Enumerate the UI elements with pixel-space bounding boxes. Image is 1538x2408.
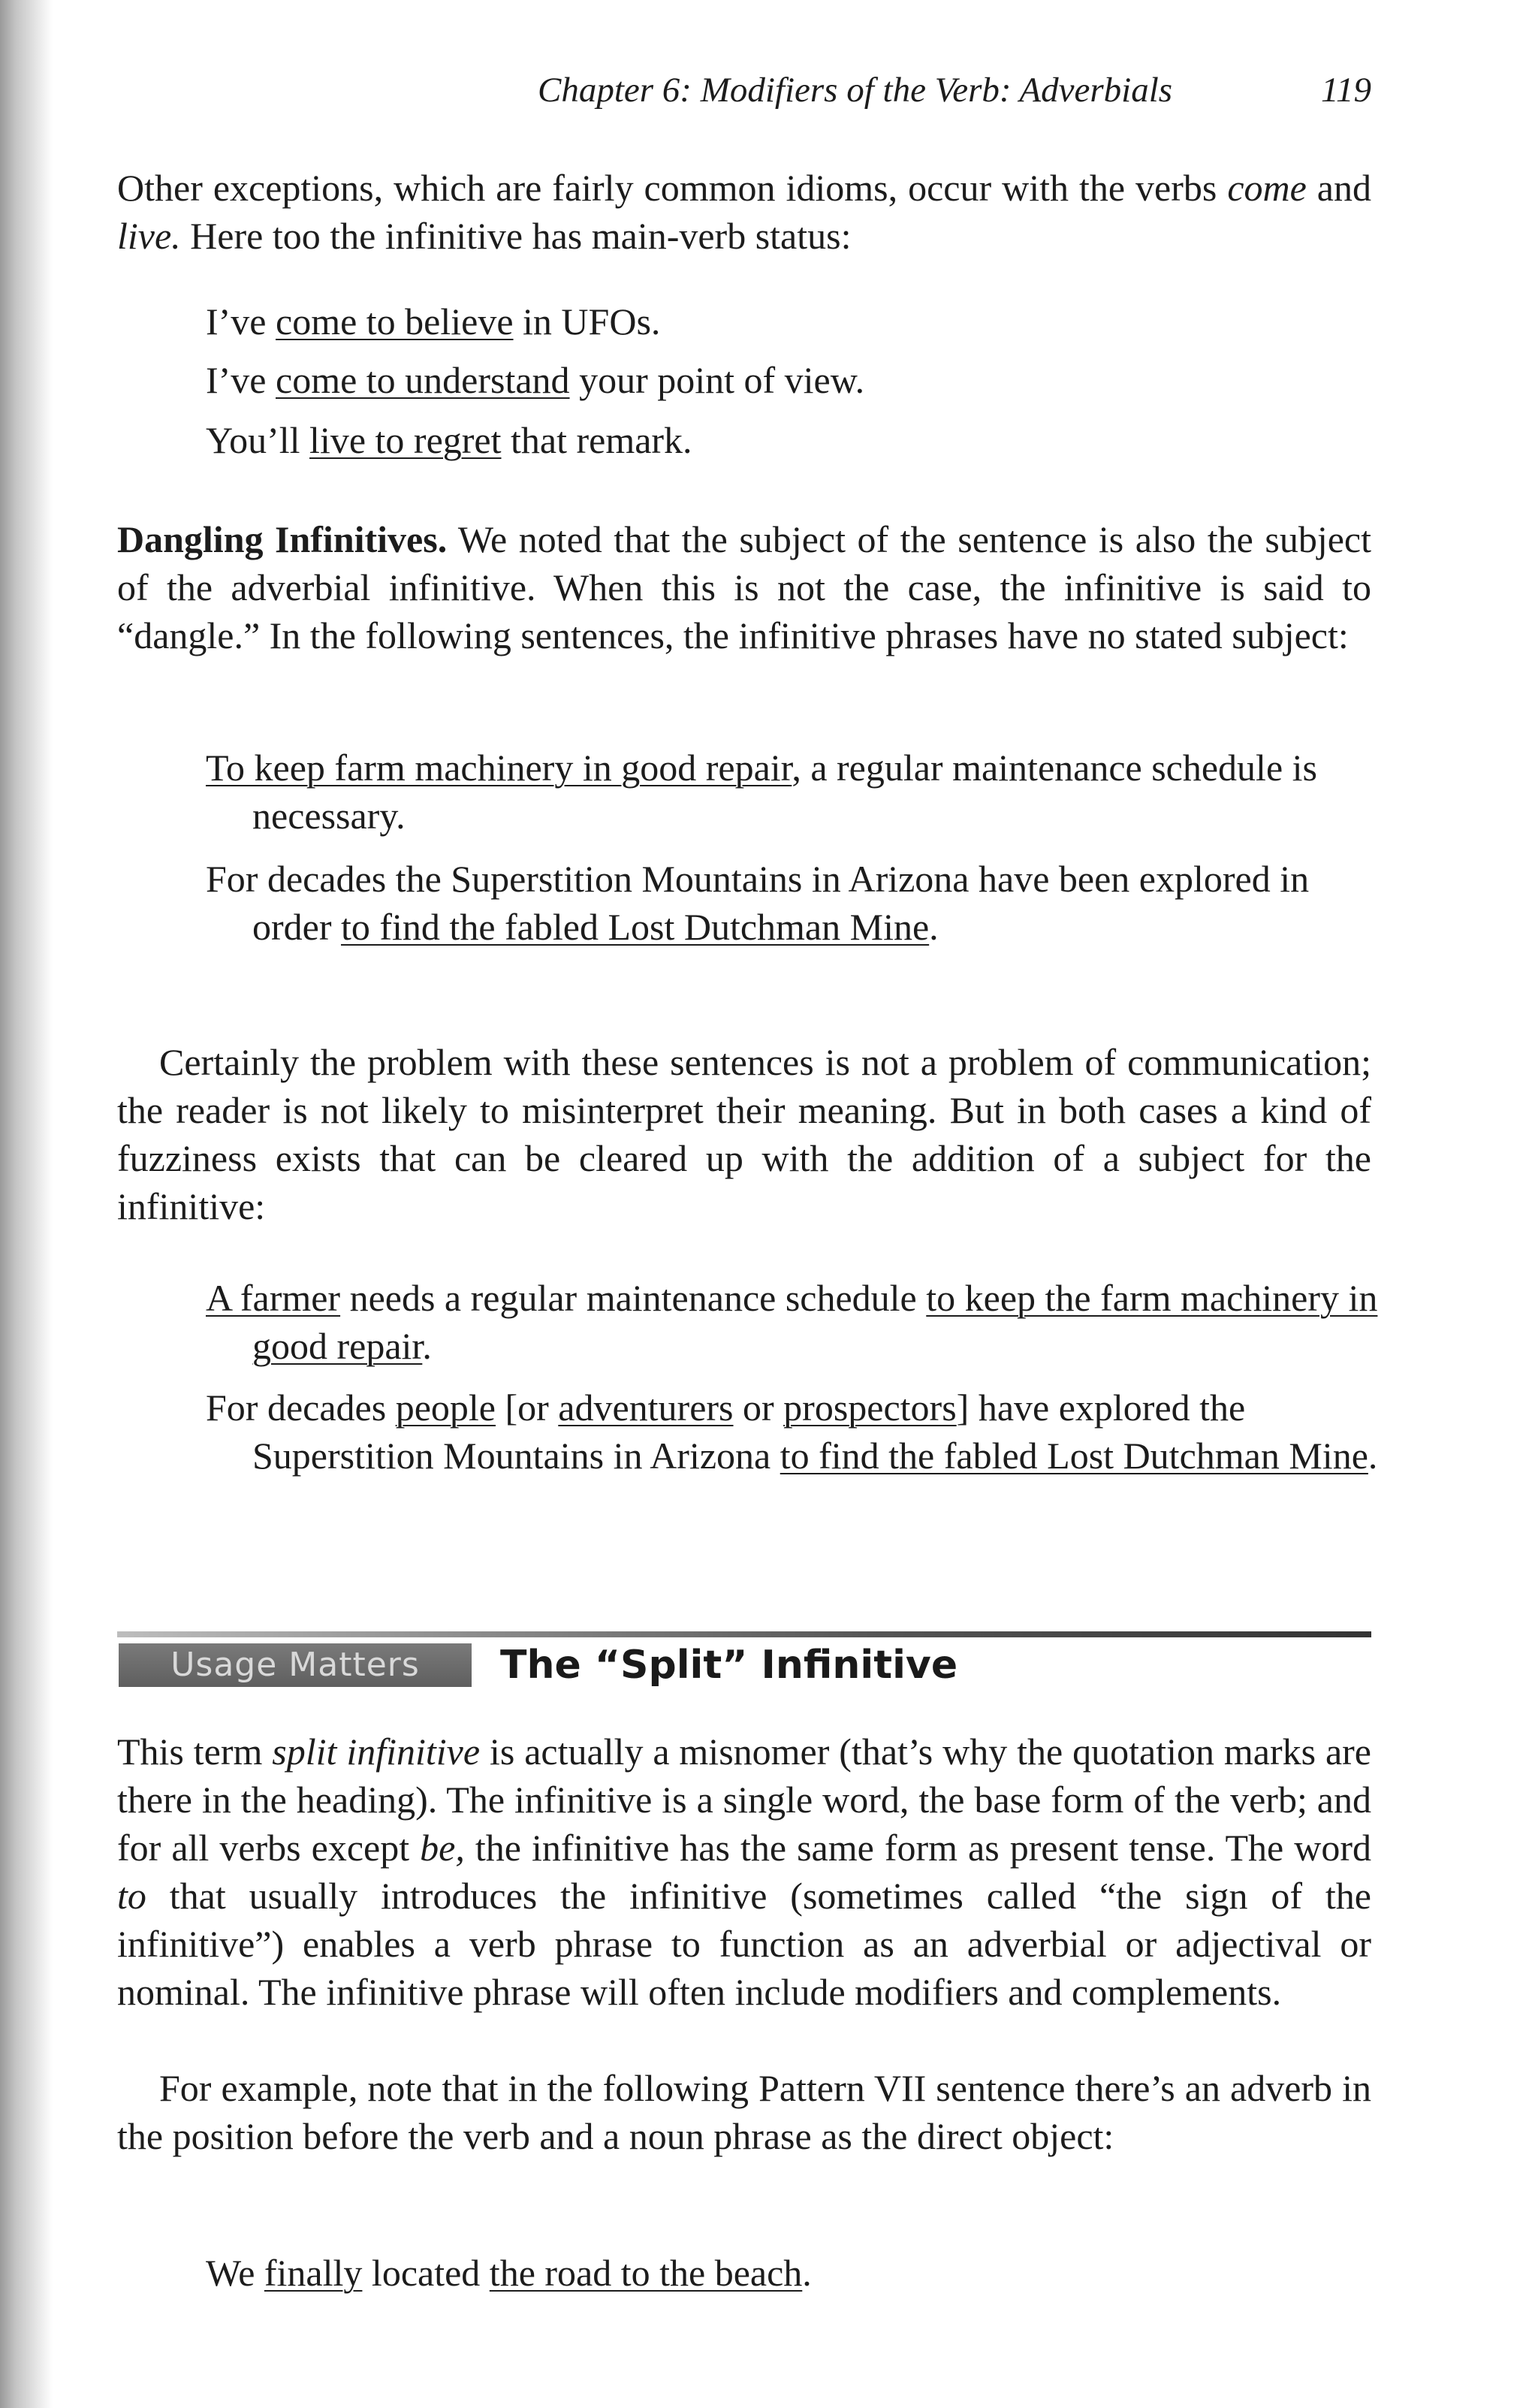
paragraph-example-intro: For example, note that in the following Pattern VII sentence there’s an adverb in the position before the verb and a noun phrase as the direct object: <box>117 2067 1371 2157</box>
run-in-heading: Dangling Infinitives. <box>117 518 448 560</box>
example-sentence: For decades the Superstition Mountains in Arizona have been explored in order to find the fabled Lost Dutchman Mine. <box>206 858 1310 948</box>
paragraph-exceptions: Other exceptions, which are fairly common idioms, occur with the verbs come and live. Here too the infinitive has main-verb status: <box>117 167 1371 257</box>
usage-matters-sidebar-header <box>117 1615 1371 1688</box>
page-number: 119 <box>1320 71 1371 110</box>
sidebar-heading: The “Split” Infinitive <box>500 1643 958 1688</box>
paragraph-split-infinitive: This term split infinitive is actually a misnomer (that’s why the quotation marks are there in the heading). The infinitive is a single word, the base form of the verb; and for all verbs except be, the infinitive has the same form as present tense. The word to that usually introduces the infinitive (sometimes called “the sign of the infinitive”) enables a verb phrase to function as an adverbial or adjectival or nominal. The infinitive phrase will often include modifiers and complements. <box>117 1731 1372 2013</box>
paragraph-dangling-infinitives: Dangling Infinitives. We noted that the subject of the sentence is also the subject of the adverbial infinitive. When this is not the case, the infinitive is said to “dangle.” In the following sentences, the infinitive phrases have no stated subject: <box>117 518 1371 656</box>
example-sentence: You’ll live to regret that remark. <box>206 419 692 461</box>
example-sentence: We finally located the road to the beach. <box>206 2252 812 2294</box>
sidebar-rule <box>117 1631 1371 1637</box>
example-sentence: For decades people [or adventurers or prospectors] have explored the Superstition Mountains in Arizona to find the fabled Lost Dutchman Mine. <box>206 1387 1378 1477</box>
page-gutter-shadow <box>0 0 53 2408</box>
usage-matters-badge: Usage Matters <box>119 1643 472 1687</box>
paragraph-communication: Certainly the problem with these sentences is not a problem of communication; the reader is not likely to misinterpret their meaning. But in both cases a kind of fuzziness exists that can be cleared up with the addition of a subject for the infinitive: <box>117 1041 1371 1227</box>
example-sentence: I’ve come to believe in UFOs. <box>206 300 661 342</box>
chapter-title: Chapter 6: Modifiers of the Verb: Adverbials <box>538 71 1173 110</box>
example-sentence: I’ve come to understand your point of view. <box>206 359 865 401</box>
example-sentence: A farmer needs a regular maintenance schedule to keep the farm machinery in good repair. <box>206 1277 1378 1367</box>
example-sentence: To keep farm machinery in good repair, a regular maintenance schedule is necessary. <box>206 747 1317 837</box>
